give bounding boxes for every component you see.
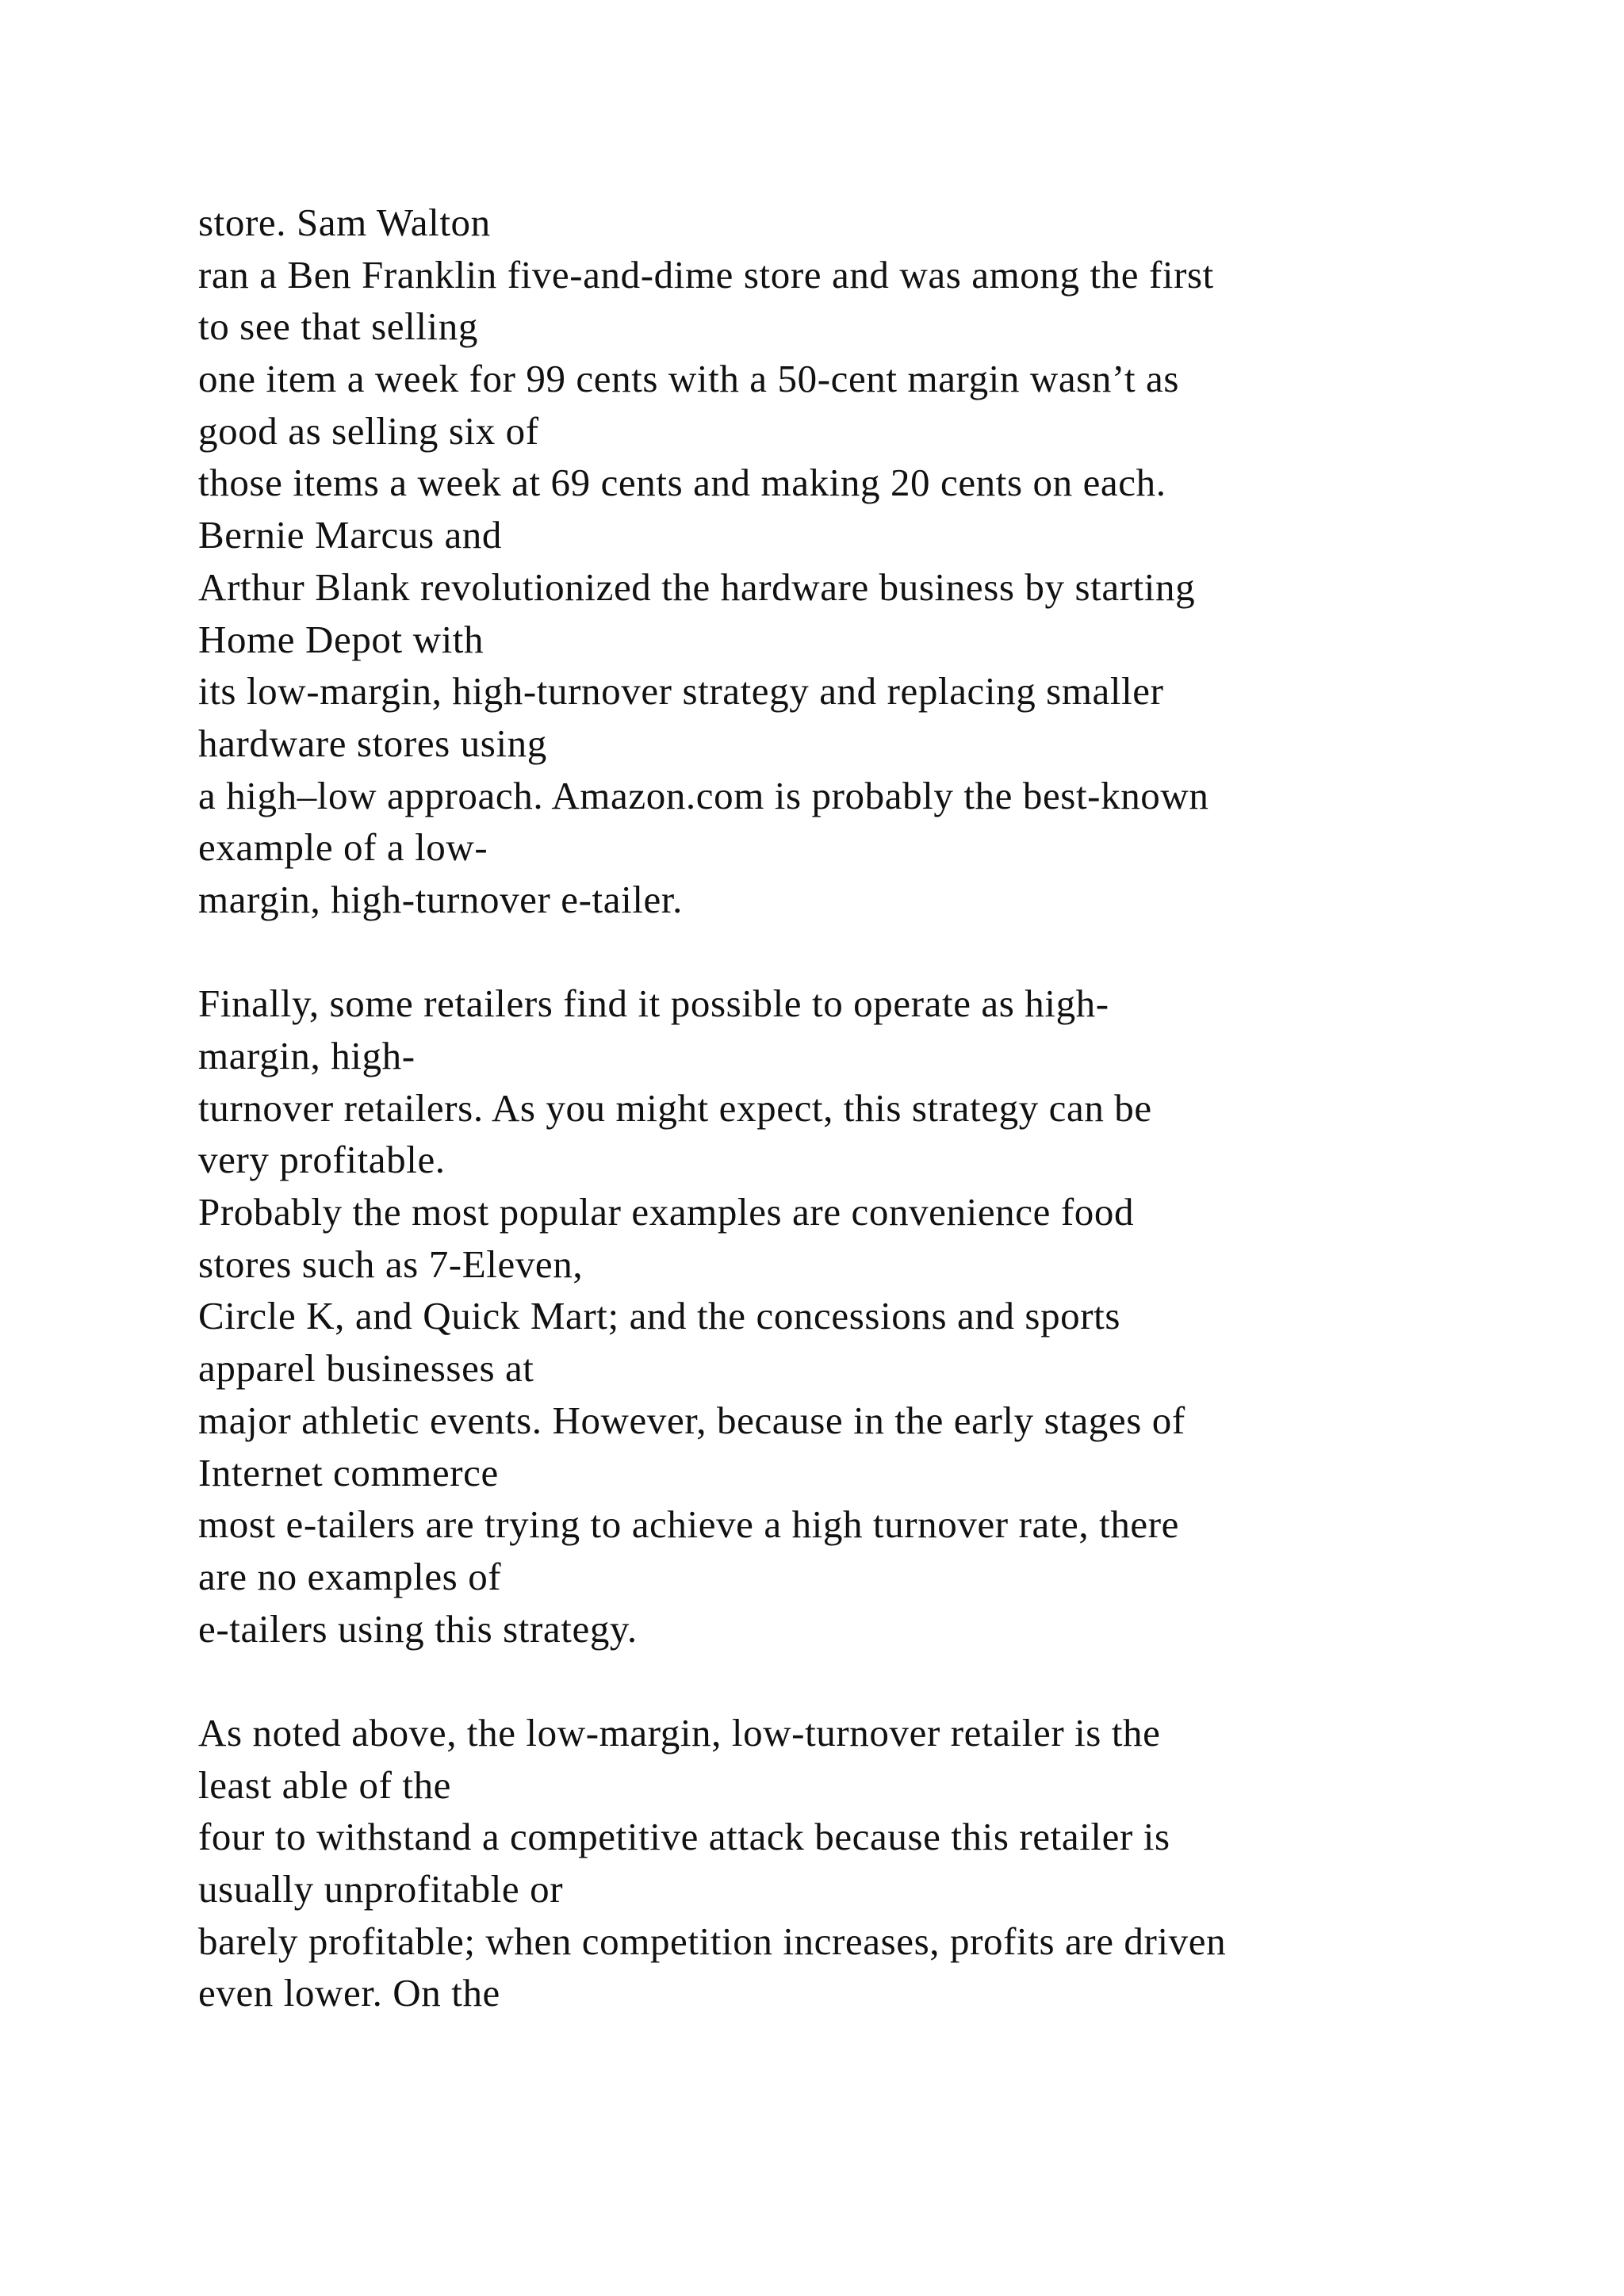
paragraph-2	[198, 978, 1546, 1655]
text-line: Home Depot with	[198, 617, 485, 661]
text-line: ran a Ben Franklin five-and-dime store and was among the first	[198, 252, 1214, 297]
paragraph-spacer	[198, 926, 1546, 978]
text-line: stores such as 7-Eleven,	[198, 1242, 584, 1286]
text-line: a high–low approach. Amazon.com is probably the best-known	[198, 773, 1209, 817]
paragraph-spacer	[198, 1655, 1546, 1707]
text-line: Probably the most popular examples are convenience food	[198, 1190, 1135, 1234]
text-line: example of a low-	[198, 825, 488, 870]
text-line: Circle K, and Quick Mart; and the concessions and sports	[198, 1294, 1121, 1338]
text-line: As noted above, the low-margin, low-turnover retailer is the	[198, 1710, 1161, 1755]
text-line: e-tailers using this strategy.	[198, 1606, 638, 1651]
text-line: hardware stores using	[198, 721, 547, 765]
text-line: major athletic events. However, because in the early stages of	[198, 1398, 1185, 1442]
text-line: to see that selling	[198, 304, 478, 349]
text-line: its low-margin, high-turnover strategy and replacing smaller	[198, 669, 1164, 714]
paragraph-1	[198, 197, 1546, 926]
text-line: Bernie Marcus and	[198, 513, 503, 557]
text-line: barely profitable; when competition increases, profits are driven	[198, 1919, 1227, 1963]
text-line: store. Sam Walton	[198, 201, 491, 244]
text-line: usually unprofitable or	[198, 1867, 564, 1911]
text-line: apparel businesses at	[198, 1346, 534, 1391]
paragraph-3	[198, 1707, 1546, 2019]
text-line: margin, high-	[198, 1034, 416, 1077]
text-line: those items a week at 69 cents and making 20 cents on each.	[198, 461, 1166, 505]
text-line: margin, high-turnover e-tailer.	[198, 877, 683, 921]
text-line: turnover retailers. As you might expect, this strategy can be	[198, 1085, 1152, 1130]
text-line: very profitable.	[198, 1138, 446, 1182]
text-line: Finally, some retailers find it possible to operate as high-	[198, 982, 1109, 1026]
text-line: even lower. On the	[198, 1971, 500, 2015]
text-line: Internet commerce	[198, 1450, 499, 1494]
text-line: least able of the	[198, 1762, 452, 1807]
text-line: are no examples of	[198, 1554, 502, 1598]
text-line: one item a week for 99 cents with a 50-cent margin wasn’t as	[198, 357, 1180, 401]
document-page	[198, 197, 1546, 2019]
text-line: most e-tailers are trying to achieve a high turnover rate, there	[198, 1502, 1180, 1547]
text-line: Arthur Blank revolutionized the hardware business by starting	[198, 564, 1196, 609]
text-line: four to withstand a competitive attack because this retailer is	[198, 1815, 1170, 1859]
text-line: good as selling six of	[198, 408, 539, 453]
